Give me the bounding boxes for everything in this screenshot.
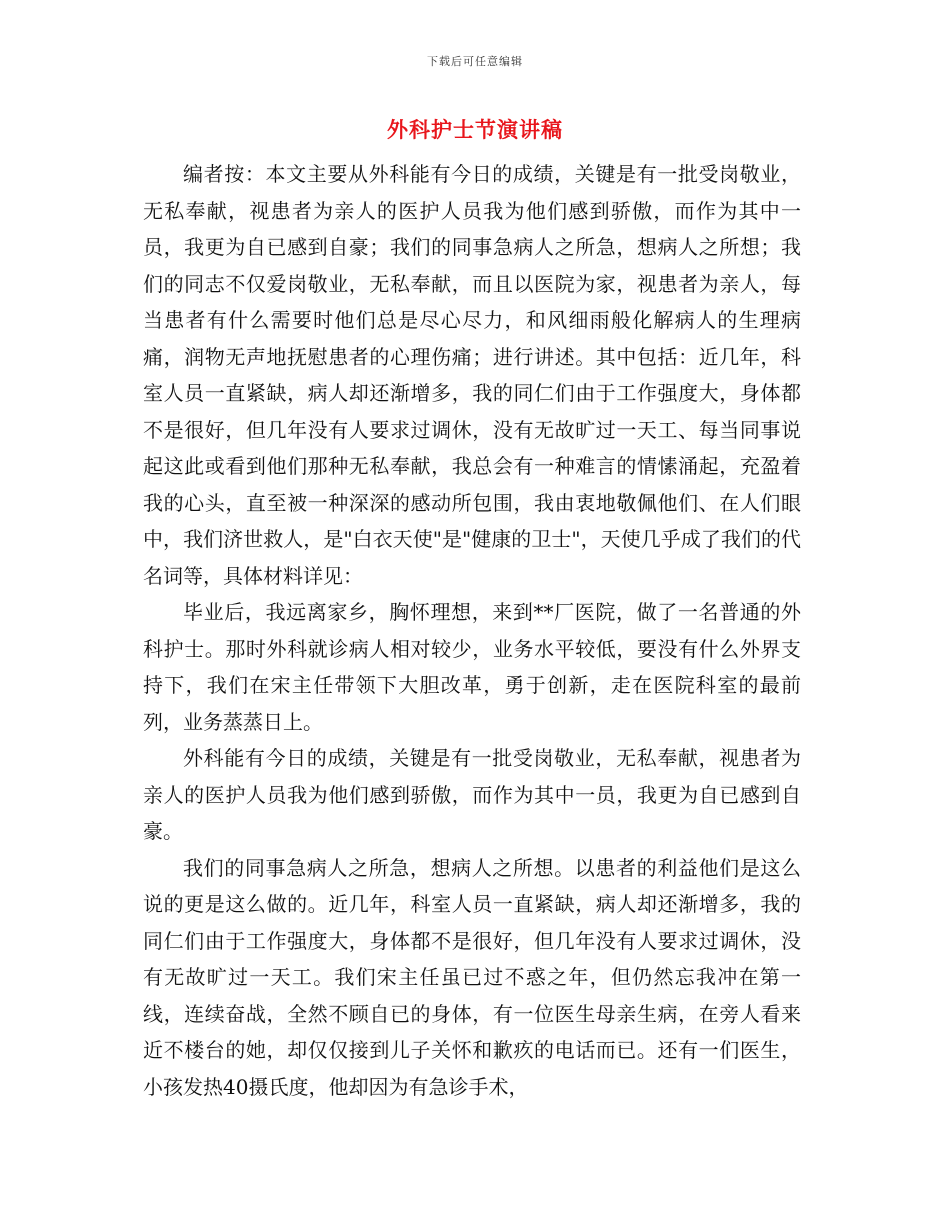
document-title: 外科护士节演讲稿 — [387, 118, 563, 142]
page-header-note: 下载后可任意编辑 — [427, 55, 523, 68]
paragraph: 我们的同事急病人之所急，想病人之所想。以患者的利益他们是这么说的更是这么做的。近几年，科室人员一直紧缺，病人却还渐增多，我的同仁们由于工作强度大，身体都不是很好，但几年没有人要求过调休，没有无故旷过一天工。我们宋主任虽已过不惑之年，但仍然忘我冲在第一线，连续奋战，全然不顾自已的身体，有一位医生母亲生病，在旁人看来近不楼台的她，却仅仅接到儿子关怀和歉疚的电话而已。还有一们医生，小孩发热40摄氏度，他却因为有急诊手术， — [143, 855, 801, 1099]
paragraph: 毕业后，我远离家乡，胸怀理想，来到**厂医院，做了一名普通的外科护士。那时外科就诊病人相对较少，业务水平较低，要没有什么外界支持下，我们在宋主任带领下大胆改革，勇于创新，走在医院科室的最前列，业务蒸蒸日上。 — [143, 600, 801, 734]
paragraph: 外科能有今日的成绩，关键是有一批受岗敬业，无私奉献，视患者为亲人的医护人员我为他们感到骄傲，而作为其中一员，我更为自已感到自豪。 — [143, 746, 801, 843]
document-body — [143, 156, 801, 1105]
paragraph-editor-note: 编者按：本文主要从外科能有今日的成绩，关键是有一批受岗敬业，无私奉献，视患者为亲人的医护人员我为他们感到骄傲，而作为其中一员，我更为自已感到自豪；我们的同事急病人之所急，想病人之所想；我们的同志不仅爱岗敬业，无私奉献，而且以医院为家，视患者为亲人，每当患者有什么需要时他们总是尽心尽力，和风细雨般化解病人的生理病痛，润物无声地抚慰患者的心理伤痛；进行讲述。其中包括：近几年，科室人员一直紧缺，病人却还渐增多，我的同仁们由于工作强度大，身体都不是很好，但几年没有人要求过调休，没有无故旷过一天工、每当同事说起这此或看到他们那种无私奉献，我总会有一种难言的情愫涌起，充盈着我的心头，直至被一种深深的感动所包围，我由衷地敬佩他们、在人们眼中，我们济世救人，是"白衣天使"是"健康的卫士"，天使几乎成了我们的代名词等，具体材料详见： — [143, 162, 801, 588]
